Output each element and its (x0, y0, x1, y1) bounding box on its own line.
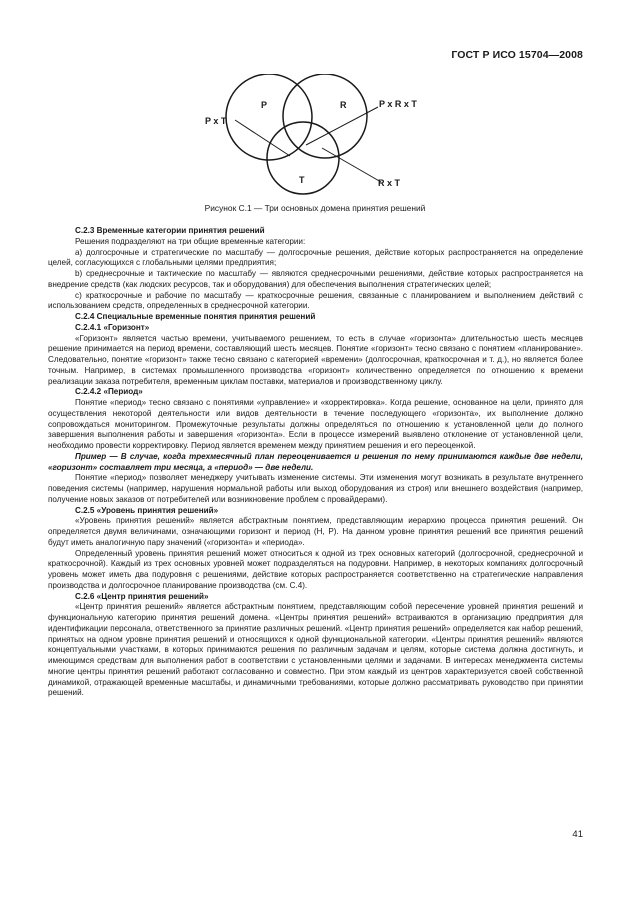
paragraph: a) долгосрочные и стратегические по масштабу — долгосрочные решения, действие которых распространяется на определение целей, согласующихся с глобальными целями предприятия; (48, 247, 583, 268)
figure-caption: Рисунок С.1 — Три основных домена принятия решений (204, 203, 426, 213)
section-heading: С.2.4.1 «Горизонт» (75, 322, 150, 332)
label-t: T (299, 175, 305, 185)
section-heading: С.2.5 «Уровень принятия решений» (75, 505, 219, 515)
document-body (48, 226, 583, 699)
paragraph: «Центр принятия решений» является абстрактным понятием, представляющим собой пересечение уровней принятия решений и функциональную категорию принятия решений домена. «Центры принятия решений» встраиваются в организацию предприятия для идентификации персонала, ответственного за принятие различных решений. «Центр принятия решений» определяется как набор решений, принятых на одном уровне принятия решений и относящихся к одной функциональной категории. «Центры принятия решений» являются концептуальными участками, в которых принимаются решения по различным задачам и целям, которые система должна достигнуть, и имеющимся средствам для выполнения работ в соответствии с установленными целями и задачами. В интересах менеджмента системы многие центры принятия решений работают согласованно и совместно. При этом каждый из центров характеризуется своей собственной динамикой, отражающей временные масштабы, и динамичными требованиями, которые должно рассматривать руководство при принятии решений. (48, 602, 583, 698)
circle-r (283, 74, 367, 158)
page-number: 41 (572, 829, 583, 840)
document-header: ГОСТ Р ИСО 15704—2008 (451, 49, 583, 61)
paragraph: b) среднесрочные и тактические по масштабу — являются среднесрочными решениями, действие которых распространяется на внедрение средств (как людских ресурсов, так и оборудования) для обеспечения выполнения стратегических целей; (48, 269, 583, 289)
label-pxt: P x T (205, 116, 227, 126)
pointer-pxrxt (306, 107, 378, 145)
venn-diagram (195, 74, 435, 199)
paragraph: «Горизонт» является частью времени, учитываемого решением, то есть в случае «горизонта» длительностью шесть месяцев решение принимается на период времени, составляющий шесть месяцев. Понятие «горизонт» тесно связано с понятием «планирование». Следовательно, понятие «горизонт» также тесно связано с категорией «времени» (долгосрочная, краткосрочная и т. д.), но является более точным. Например, в системах промышленного производства «горизонт» количественно определяется по отношению к времени реализации заказа потребителя, временным циклам поставки, материалов и производственному циклу. (48, 333, 583, 386)
paragraph: c) краткосрочные и рабочие по масштабу — краткосрочные решения, связанные с планированием и выполнением действий с использованием средств, определенных в среднесрочной категории. (48, 290, 583, 311)
label-rxt: R x T (378, 178, 401, 188)
section-heading: С.2.4.2 «Период» (75, 387, 143, 397)
label-p: P (261, 100, 268, 110)
pointer-rxt (322, 148, 381, 182)
paragraph: Решения подразделяют на три общие временные категории: (75, 236, 306, 246)
paragraph: Определенный уровень принятия решений может относиться к одной из трех основных категорий (долгосрочной, среднесрочной и краткосрочной). Каждый из трех основных уровней может подразделяться на подуровни. Например, в некоторых компаниях долгосрочный уровень может иметь два подуровня с решениями, действие которых распространяется соответственно на стратегические направления производства и долгосрочное планирование производства (см. С.4). (48, 548, 583, 590)
paragraph: Понятие «период» тесно связано с понятиями «управление» и «корректировка». Когда решение, основанное на цели, принято для осуществления некоторой деятельности или видов деятельности в течение последующего «горизонта», их выполнение должно сопровождаться мониторингом. Промежуточные результаты должны определяться по отношению к установленной цели до полного завершения выполнения работы и завершения «горизонта». Если в процессе измерений выявлено отклонение от установленной цели, необходимо провести корректировку. Период является временем между принятием решения и его переоценкой. (48, 398, 583, 450)
section-heading: С.2.6 «Центр принятия решений» (75, 591, 209, 601)
section-heading: С.2.4 Специальные временные понятия принятия решений (75, 312, 316, 321)
paragraph: «Уровень принятия решений» является абстрактным понятием, представляющим иерархию процесса принятия решений. Он определяется двумя величинами, означающими горизонт и период (H, P). На данном уровне принятия решений все принятия решений будут иметь аналогичную пару значений («горизонта» и «периода». (48, 516, 583, 547)
label-r: R (340, 100, 347, 110)
section-heading: С.2.3 Временные категории принятия решений (75, 226, 265, 235)
example-paragraph: Пример — В случае, когда трехмесячный план переоценивается и решения по нему принимаются каждые две недели, «горизонт» составляет три месяца, а «период» — две недели. (48, 451, 583, 472)
label-pxrxt: P x R x T (379, 99, 417, 109)
paragraph: Понятие «период» позволяет менеджеру учитывать изменение системы. Эти изменения могут возникать в результате внутреннего поведения системы (например, нарушения нормальной работы или выход оборудования из строя) или внешнего воздействия (например, получение новых заказов от потребителей или возникновение проблем с провайдерами). (48, 473, 583, 504)
